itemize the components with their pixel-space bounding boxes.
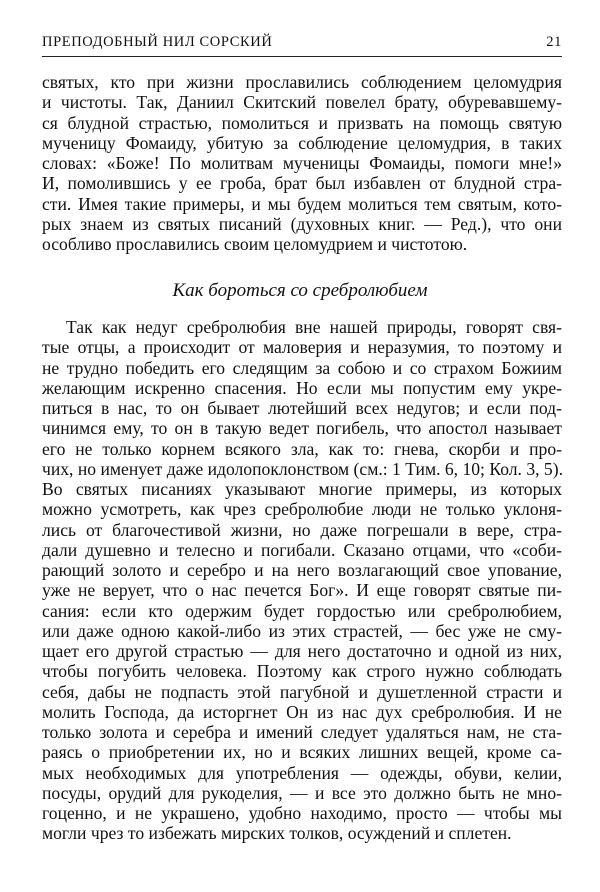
text-line: рающий золото и серебро и на него возлагающий свое упование, — [42, 560, 562, 580]
section-heading: Как бороться со сребролюбием — [172, 280, 428, 301]
text-line: особливо прославились своим целомудрием и чистотою. — [42, 234, 468, 254]
text-line: словах: «Боже! По молитвам мученицы Фомаиды, помоги мне!» — [42, 153, 562, 173]
text-line: гоценно, и не украшено, удобно находимо, просто — чтобы мы — [42, 803, 562, 823]
text-line: или даже одною какой-либо из этих страстей, — бес уже не сму- — [42, 620, 562, 641]
text-line: не трудно победить его следящим за собою и со страхом Божиим — [42, 357, 562, 378]
text-line: можно усмотреть, как чрез сребролюбие люди не только уклоня- — [42, 499, 562, 520]
text-line: только золота и серебра и имений следует удаляться нам, не ста- — [42, 722, 562, 742]
text-line: мученицу Фомаиду, убитую за соблюдение целомудрия, в таких — [42, 132, 562, 153]
text-line: сти. Имея такие примеры, и мы будем молиться тем святым, кото- — [42, 193, 562, 214]
text-line: его не только корнем всякого зла, как то: гнева, скорби и про- — [42, 438, 562, 459]
paragraph-2 — [42, 317, 562, 844]
text-line: уже не верует, что о нас печется Бог». И еще говорят святые пи- — [42, 580, 562, 601]
text-line: и чистоты. Так, Даниил Скитский повелел брату, обуревавшему- — [42, 92, 562, 113]
text-line: сания: если кто одержим будет гордостью или сребролюбием, — [42, 600, 562, 621]
page-number: 21 — [546, 34, 562, 50]
text-line: желающим искренно спасения. Но если мы попустим ему укре- — [42, 377, 562, 398]
text-line: И, помолившись у ее гроба, брат был избавлен от блудной стра- — [42, 173, 562, 194]
text-line: питься в нас, то он бывает лютейший всех недугов; и если под- — [42, 398, 562, 418]
text-line: тые отцы, а происходит от маловерия и неразумия, то поэтому и — [42, 337, 562, 358]
text-line: Во святых писаниях указывают многие примеры, из которых — [42, 479, 562, 499]
text-line: Так как недуг сребролюбия вне нашей природы, говорят свя- — [66, 317, 562, 337]
paragraph-1 — [42, 72, 562, 254]
text-line: щает его другой страстью — для него достаточно и одной из них, — [42, 641, 562, 661]
text-line: себя, дабы не подпасть этой пагубной и душетленной страсти и — [42, 681, 562, 702]
text-line: ся блудной страстью, помолиться и призвать на помощь святую — [42, 112, 562, 133]
text-line: посуды, орудий для рукоделия, — и все это должно быть не мно- — [42, 782, 562, 803]
text-line: раясь о приобретении их, но и всяких лишних вещей, кроме са- — [42, 742, 562, 763]
text-line: рых знаем из святых писаний (духовных книг. — Ред.), что они — [42, 213, 562, 234]
text-line: мых необходимых для употребления — одежды, обуви, келии, — [42, 762, 562, 783]
running-title: ПРЕПОДОБНЫЙ НИЛ СОРСКИЙ — [42, 34, 273, 50]
running-header — [42, 32, 562, 57]
text-line: могли чрез то избежать мирских толков, осуждений и сплетен. — [42, 823, 512, 844]
text-line: святых, кто при жизни прославились соблюдением целомудрия — [42, 72, 562, 92]
text-line: лись от благочестивой жизни, но даже погрешали в вере, стра- — [42, 519, 562, 540]
text-line: чинимся ему, то он в такую ведет погибель, что апостол называет — [42, 418, 562, 439]
text-line: дали душевно и телесно и погибали. Сказано отцами, что «соби- — [42, 539, 562, 560]
text-line: молить Господа, да исторгнет Он из нас дух сребролюбия. И не — [42, 701, 562, 722]
text-line: чих, но именует даже идолопоклонством (см.: 1 Тим. 6, 10; Кол. 3, 5). — [42, 458, 563, 479]
text-line: чтобы погубить человека. Поэтому как строго нужно соблюдать — [42, 661, 562, 682]
